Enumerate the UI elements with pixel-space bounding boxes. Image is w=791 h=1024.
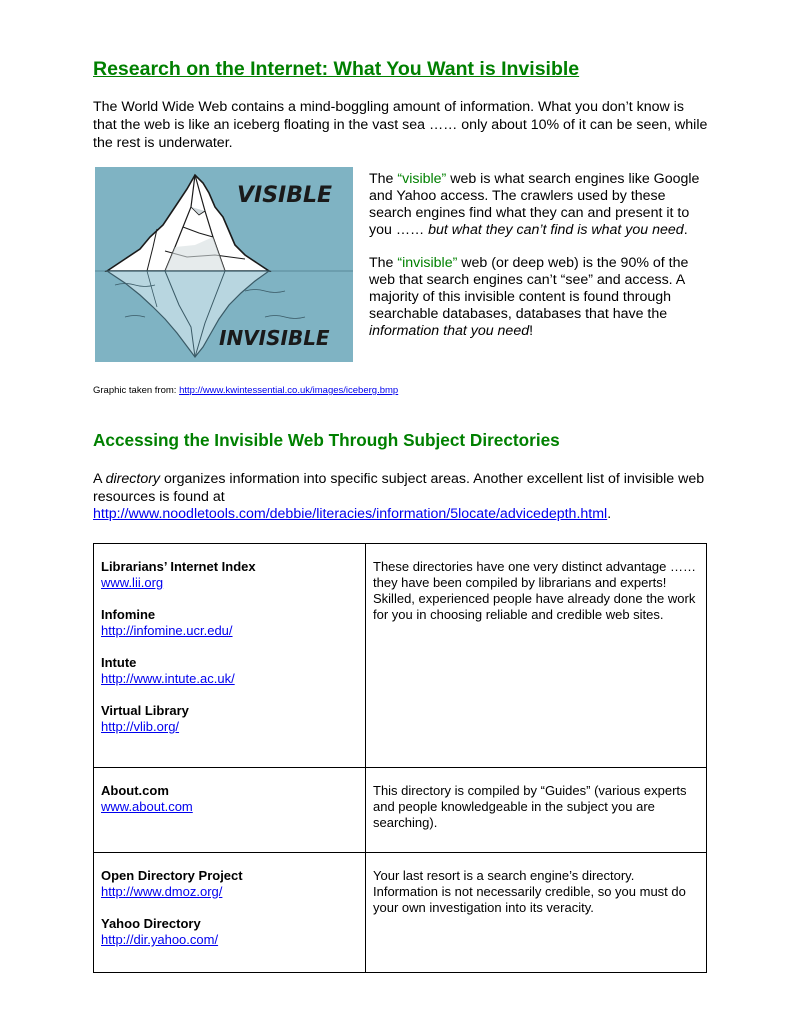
directory-table (93, 543, 707, 973)
directory-name: Yahoo Directory (101, 916, 201, 931)
directory-entry (101, 655, 359, 687)
invisible-web-paragraph: The “invisible” web (or deep web) is the 90% of the web that search engines can’t “see” and access. A majority of this invisible content is found through searchable databases, databases that have the information that you need! (369, 255, 689, 339)
directory-description: This directory is compiled by “Guides” (various experts and people knowledgeable in the subject you are searching). (366, 768, 707, 853)
directory-list-cell (94, 853, 366, 973)
directory-list-cell (94, 768, 366, 853)
directory-list-cell (94, 544, 366, 768)
directory-name: Virtual Library (101, 703, 189, 718)
directory-link[interactable]: www.lii.org (101, 575, 164, 590)
directory-link[interactable]: www.about.com (101, 799, 193, 814)
noodletools-link[interactable]: http://www.noodletools.com/debbie/literacies/information/5locate/advicedepth.html (93, 506, 608, 522)
directory-name: About.com (101, 783, 169, 798)
directory-link[interactable]: http://vlib.org/ (101, 719, 180, 734)
graphic-credit: Graphic taken from: http://www.kwintessential.co.uk/images/iceberg.bmp (93, 385, 399, 396)
directory-name: Intute (101, 655, 137, 670)
directory-description: These directories have one very distinct advantage …… they have been compiled by librarians and experts! Skilled, experienced people have already done the work for you in choosing reliable and credible web sites. (366, 544, 707, 768)
directory-name: Open Directory Project (101, 868, 243, 883)
visible-word: VISIBLE (237, 183, 333, 208)
iceberg-graphic (95, 167, 353, 362)
iceberg-explanation (369, 171, 704, 356)
directory-paragraph: A directory organizes information into specific subject areas. Another excellent list of invisible web resources is found at http://www.noodletools.com/debbie/literacies/information/5locate/advicedepth.html. (93, 471, 705, 522)
directory-link[interactable]: http://www.dmoz.org/ (101, 884, 223, 899)
directory-entry (101, 607, 359, 639)
directory-name: Infomine (101, 607, 156, 622)
table-row (94, 768, 707, 853)
directory-link[interactable]: http://www.intute.ac.uk/ (101, 671, 235, 686)
directory-entry (101, 868, 359, 900)
table-row (94, 853, 707, 973)
page-title: Research on the Internet: What You Want is Invisible (93, 58, 580, 80)
invisible-term: “invisible” (397, 255, 458, 271)
invisible-word: INVISIBLE (219, 326, 330, 350)
graphic-credit-link[interactable]: http://www.kwintessential.co.uk/images/iceberg.bmp (179, 385, 399, 396)
section-heading: Accessing the Invisible Web Through Subject Directories (93, 430, 560, 450)
directory-entry (101, 783, 359, 815)
directory-entry (101, 703, 359, 735)
directory-entry (101, 916, 359, 948)
directory-description: Your last resort is a search engine’s directory. Information is not necessarily credible, so you must do your own investigation into its veracity. (366, 853, 707, 973)
intro-paragraph: The World Wide Web contains a mind-boggling amount of information. What you don’t know is that the web is like an iceberg floating in the vast sea …… only about 10% of it can be seen, while the rest is underwater. (93, 99, 708, 151)
directory-name: Librarians’ Internet Index (101, 559, 256, 574)
directory-link[interactable]: http://infomine.ucr.edu/ (101, 623, 233, 638)
directory-entry (101, 559, 359, 591)
table-row (94, 544, 707, 768)
directory-link[interactable]: http://dir.yahoo.com/ (101, 932, 219, 947)
visible-term: “visible” (397, 171, 447, 187)
visible-web-paragraph: The “visible” web is what search engines like Google and Yahoo access. The crawlers used by these search engines find what they can and present it to you …… but what they can’t find is what you need. (369, 171, 700, 238)
